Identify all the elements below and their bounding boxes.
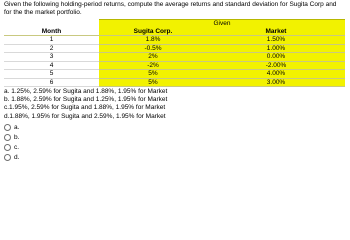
sugita-return-cell: 1.8% <box>99 36 207 45</box>
sugita-return-cell: 5% <box>99 78 207 87</box>
month-cell: 2 <box>4 44 99 53</box>
month-cell: 4 <box>4 61 99 70</box>
sugita-return-cell: 5% <box>99 70 207 79</box>
sugita-header: Sugita Corp. <box>99 28 207 36</box>
market-return-cell: 0.00% <box>207 53 345 62</box>
table-row <box>4 61 345 70</box>
market-return-cell: -2.00% <box>207 61 345 70</box>
table-row <box>4 70 345 79</box>
question-text: Given the following holding-period returns, compute the average returns and standard deviation for Sugita Corp and for the the market portfolio. <box>4 1 337 16</box>
table-row <box>4 78 345 87</box>
radio-button-a[interactable] <box>4 124 11 131</box>
option-d[interactable] <box>4 152 19 162</box>
market-return-cell: 1.50% <box>207 36 345 45</box>
option-b[interactable] <box>4 132 19 142</box>
option-label: c. <box>14 143 20 151</box>
table-row <box>4 44 345 53</box>
sugita-return-cell: -0.5% <box>99 44 207 53</box>
month-cell: 5 <box>4 70 99 79</box>
market-return-cell: 3.00% <box>207 78 345 87</box>
sugita-return-cell: -2% <box>99 61 207 70</box>
month-cell: 3 <box>4 53 99 62</box>
choice-text-d: d.1.88%, 1.95% for Sugita and 2.59%, 1.95% for Market <box>4 112 166 120</box>
market-header: Market <box>207 28 345 36</box>
option-a[interactable] <box>4 122 19 132</box>
table-row <box>4 53 345 62</box>
month-cell: 6 <box>4 78 99 87</box>
given-header-row <box>4 20 345 28</box>
market-return-cell: 4.00% <box>207 70 345 79</box>
option-label: a. <box>14 123 20 131</box>
option-c[interactable] <box>4 142 19 152</box>
choice-text-c: c.1.95%, 2.59% for Sugita and 1.88%, 1.95% for Market <box>4 104 166 112</box>
option-label: d. <box>14 153 20 161</box>
radio-button-c[interactable] <box>4 144 11 151</box>
month-cell: 1 <box>4 36 99 45</box>
radio-button-b[interactable] <box>4 134 11 141</box>
answer-choices <box>4 88 167 121</box>
answer-options <box>4 122 19 162</box>
returns-table <box>4 19 345 87</box>
market-return-cell: 1.00% <box>207 44 345 53</box>
radio-button-d[interactable] <box>4 154 11 161</box>
column-header-row <box>4 28 345 36</box>
choice-text-b: b. 1.88%, 2.59% for Sugita and 1.25%, 1.95% for Market <box>4 96 168 104</box>
month-header: Month <box>4 28 99 36</box>
choice-text-a: a. 1.25%, 2.59% for Sugita and 1.88%, 1.95% for Market <box>4 88 168 95</box>
sugita-return-cell: 2% <box>99 53 207 62</box>
option-label: b. <box>14 133 20 141</box>
given-label: Given <box>99 20 345 28</box>
table-row <box>4 36 345 45</box>
